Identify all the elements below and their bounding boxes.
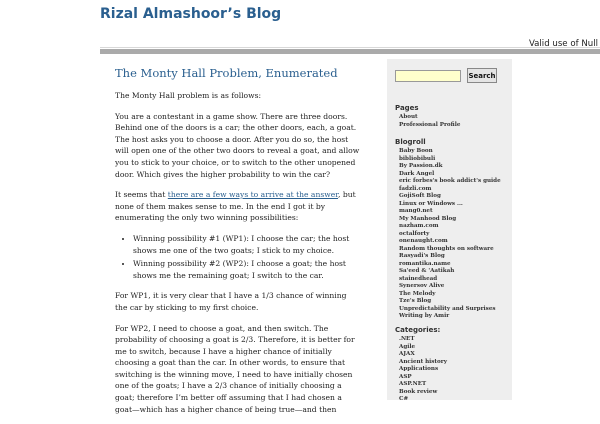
blogroll-list: [395, 148, 510, 321]
blogroll-link[interactable]: Linux or Windows ...: [399, 200, 463, 207]
category-link[interactable]: Ancient history: [399, 358, 447, 365]
post-text: , but none of them makes sense to me. In the end I got it by enumerating the only two winning possibilities:: [115, 190, 356, 223]
blogroll-link[interactable]: octalforty: [399, 230, 430, 237]
winning-possibilities-list: [115, 233, 361, 281]
blogroll-link[interactable]: fadzli.com: [399, 185, 432, 192]
blogroll-link[interactable]: GojiSoft Blog: [399, 193, 441, 199]
post-paragraph: The Monty Hall problem is as follows:: [115, 91, 262, 100]
list-item: • Winning possibility #2 (WP2): I choose a goat; the host shows me the remaining goat; I switch to the car.: [133, 258, 361, 281]
blogroll-link[interactable]: The Melody: [399, 290, 436, 297]
blogroll-heading: Blogroll: [395, 138, 426, 146]
post-text: It seems that: [115, 190, 168, 200]
blogroll-link[interactable]: nazham.com: [399, 223, 439, 229]
blogroll-link[interactable]: By Passion.dk: [399, 163, 443, 169]
sidebar: [387, 59, 512, 400]
category-link[interactable]: Applications: [399, 366, 439, 372]
pages-section: [395, 104, 510, 129]
answer-link[interactable]: there are a few ways to arrive at the answer: [167, 190, 339, 200]
blogroll-link[interactable]: Random thoughts on software: [399, 245, 494, 252]
header-divider-line: [100, 47, 600, 48]
blogroll-link[interactable]: bibliobibuli: [399, 155, 436, 162]
search-input[interactable]: [395, 70, 461, 82]
blogroll-link[interactable]: Synersov Alive: [399, 283, 445, 289]
categories-list: [395, 336, 510, 404]
blogroll-section: [395, 138, 510, 321]
post-paragraph: [115, 189, 361, 224]
category-link[interactable]: Book review: [399, 388, 438, 395]
post-paragraph: For WP1, it is very clear that I have a 1/3 chance of winning the car by sticking to my first choice.: [115, 291, 347, 312]
post-paragraph: You are a contestant in a game show. There are three doors. Behind one of the doors is a car; the other doors, each, a goat. The host asks you to choose a door. After you do so, the host will open one of the other two doors to reveal a goat, and allow you to stick to your choice, or to switch to the other unopened door. Which gives the higher probability to win the car?: [115, 111, 360, 179]
blogroll-link[interactable]: Rasyadi's Blog: [399, 253, 445, 259]
blogroll-link[interactable]: onenaught.com: [399, 238, 448, 244]
category-link[interactable]: Agile: [399, 343, 416, 350]
blogroll-link[interactable]: Sa'eed & 'Aatikah: [399, 268, 455, 274]
category-link[interactable]: AJAX: [399, 351, 415, 357]
pages-list: [395, 114, 510, 129]
post-paragraph: For WP2, I need to choose a goat, and then switch. The probability of choosing a goat is 2/3. Therefore, it is better for me to switch, because I have a higher chance of initially choosing a goat than the car. In other words, to ensure that switching is the winning move, I need to have initially chosen one of the goats; I have a 2/3 chance of initially choosing a goat; therefore I’m better off assuming that I had chosen a goat—which has a higher chance of being true—and then: [115, 323, 355, 414]
category-link[interactable]: ASP.NET: [399, 381, 427, 387]
post-content: [115, 66, 361, 424]
list-item: • Winning possibility #1 (WP1): I choose the car; the host shows me one of the two goats; I stick to my choice.: [133, 233, 361, 256]
category-link[interactable]: C#: [399, 396, 409, 402]
sidebar-page-link[interactable]: About: [399, 114, 418, 120]
blogroll-link[interactable]: romantika.name: [399, 260, 451, 267]
search-button[interactable]: Search: [467, 68, 497, 83]
category-link[interactable]: ASP: [399, 373, 412, 380]
blogroll-link[interactable]: Baby Boon: [399, 148, 433, 154]
header-divider-bar: [100, 49, 600, 54]
blogroll-link[interactable]: Writing by Amir: [399, 313, 450, 319]
blogroll-link[interactable]: Unpredictability and Surprises: [399, 305, 496, 312]
blogroll-link[interactable]: eric forbes's book addict's guide: [399, 178, 501, 184]
blogroll-link[interactable]: mang0.net: [399, 208, 433, 214]
blogroll-link[interactable]: Dark Angel: [399, 170, 435, 177]
blog-title[interactable]: Rizal Almashoor’s Blog: [100, 6, 282, 22]
blog-tagline: Valid use of Null: [528, 39, 598, 49]
blogroll-link[interactable]: Tze's Blog: [399, 298, 432, 304]
blogroll-link[interactable]: My Manhood Blog: [399, 215, 457, 222]
blogroll-link[interactable]: stainedhead: [399, 275, 438, 282]
post-title[interactable]: The Monty Hall Problem, Enumerated: [115, 66, 338, 80]
categories-section: [395, 326, 510, 404]
categories-heading: Categories:: [395, 326, 441, 334]
pages-heading: Pages: [395, 104, 419, 112]
category-link[interactable]: .NET: [399, 336, 415, 342]
sidebar-page-link[interactable]: Professional Profile: [399, 121, 461, 128]
